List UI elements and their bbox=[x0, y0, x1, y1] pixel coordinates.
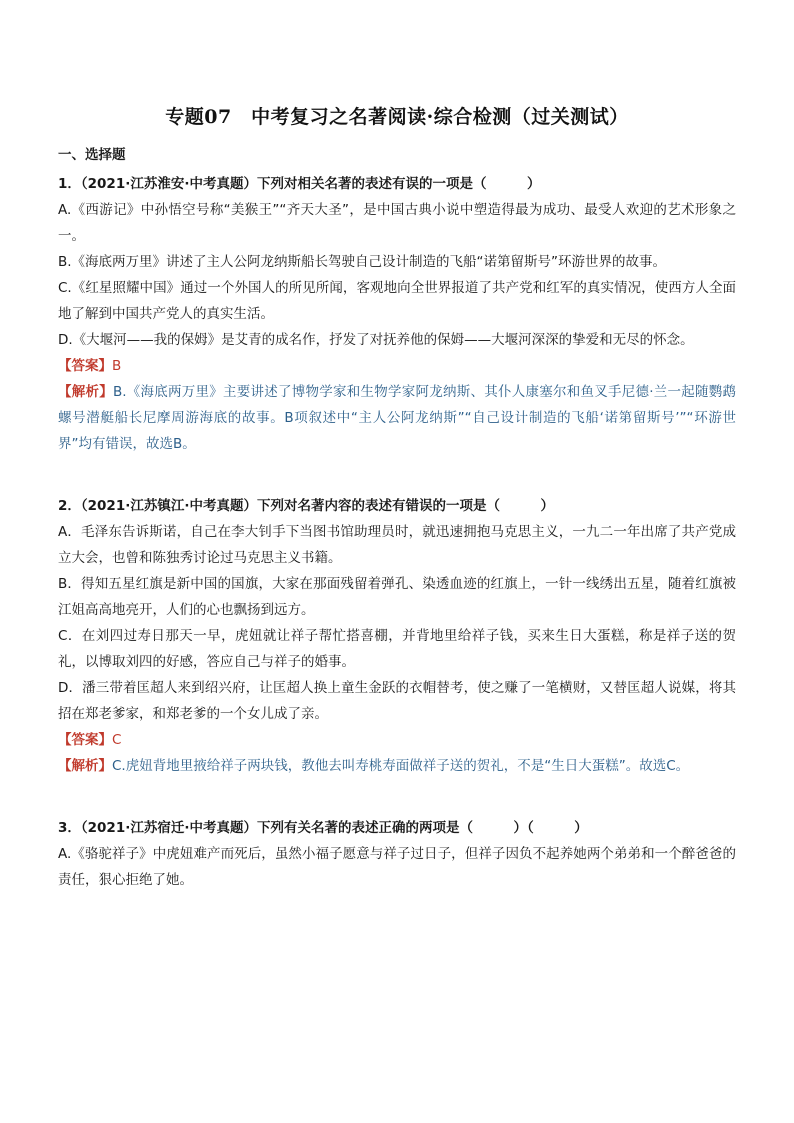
question-stem: 3．（2021·江苏宿迁·中考真题）下列有关名著的表述正确的两项是（ ）（ ） bbox=[58, 820, 588, 836]
option-b: B．得知五星红旗是新中国的国旗，大家在那面残留着弹孔、染透血迹的红旗上，一针一线绣出五星，随着红旗被江姐高高地亮开，人们的心也飘扬到远方。 bbox=[58, 576, 736, 618]
answer-tag: 【答案】 bbox=[58, 732, 112, 748]
question-stem: 2．（2021·江苏镇江·中考真题）下列对名著内容的表述有错误的一项是（ ） bbox=[58, 498, 554, 514]
explanation-text: B.《海底两万里》主要讲述了博物学家和生物学家阿龙纳斯、其仆人康塞尔和鱼叉手尼德·兰一起随鹦鹉螺号潜艇船长尼摩周游海底的故事。B项叙述中“主人公阿龙纳斯”“自己设计制造的飞船‘诺第留斯号’”“环游世界”均有错误，故选B。 bbox=[58, 384, 737, 452]
answer-value: C bbox=[112, 732, 122, 748]
explain-tag: 【解析】 bbox=[58, 758, 112, 774]
question-1 bbox=[58, 171, 736, 457]
section-heading: 一、选择题 bbox=[58, 147, 126, 163]
answer-tag: 【答案】 bbox=[58, 358, 112, 374]
option-d: D.《大堰河——我的保姆》是艾青的成名作，抒发了对抚养他的保姆——大堰河深深的挚爱和无尽的怀念。 bbox=[58, 332, 694, 348]
explain-tag: 【解析】 bbox=[58, 384, 113, 400]
page-title: 专题07 中考复习之名著阅读·综合检测（过关测试） bbox=[165, 106, 629, 128]
answer-value: B bbox=[112, 358, 122, 374]
question-2 bbox=[58, 493, 736, 779]
option-b: B.《海底两万里》讲述了主人公阿龙纳斯船长驾驶自己设计制造的飞船“诺第留斯号”环游世界的故事。 bbox=[58, 254, 667, 270]
spacer bbox=[58, 457, 736, 493]
option-a: A.《骆驼祥子》中虎妞难产而死后，虽然小福子愿意与祥子过日子，但祥子因负不起养她两个弟弟和一个醉爸爸的责任，狠心拒绝了她。 bbox=[58, 846, 736, 888]
option-a: A．毛泽东告诉斯诺，自己在李大钊手下当图书馆助理员时，就迅速拥抱马克思主义，一九二一年出席了共产党成立大会，也曾和陈独秀讨论过马克思主义书籍。 bbox=[58, 524, 736, 566]
explanation-text: C.虎妞背地里掖给祥子两块钱，教他去叫寿桃寿面做祥子送的贺礼，不是“生日大蛋糕”。故选C。 bbox=[112, 758, 690, 774]
spacer bbox=[58, 779, 736, 815]
question-stem: 1．（2021·江苏淮安·中考真题）下列对相关名著的表述有误的一项是（ ） bbox=[58, 176, 541, 192]
answer-line bbox=[58, 353, 736, 379]
option-c: C．在刘四过寿日那天一早，虎妞就让祥子帮忙搭喜棚，并背地里给祥子钱，买来生日大蛋糕，称是祥子送的贺礼，以博取刘四的好感，答应自己与祥子的婚事。 bbox=[58, 628, 736, 670]
option-d: D．潘三带着匡超人来到绍兴府，让匡超人换上童生金跃的衣帽替考，使之赚了一笔横财，又替匡超人说媒，将其招在郑老爹家，和郑老爹的一个女儿成了亲。 bbox=[58, 680, 736, 722]
explanation bbox=[58, 379, 736, 457]
option-a: A.《西游记》中孙悟空号称“美猴王”“齐天大圣”，是中国古典小说中塑造得最为成功、最受人欢迎的艺术形象之一。 bbox=[58, 202, 736, 244]
answer-line bbox=[58, 727, 736, 753]
explanation bbox=[58, 753, 736, 779]
question-3 bbox=[58, 815, 736, 893]
option-c: C.《红星照耀中国》通过一个外国人的所见所闻，客观地向全世界报道了共产党和红军的真实情况，使西方人全面地了解到中国共产党人的真实生活。 bbox=[58, 280, 736, 322]
